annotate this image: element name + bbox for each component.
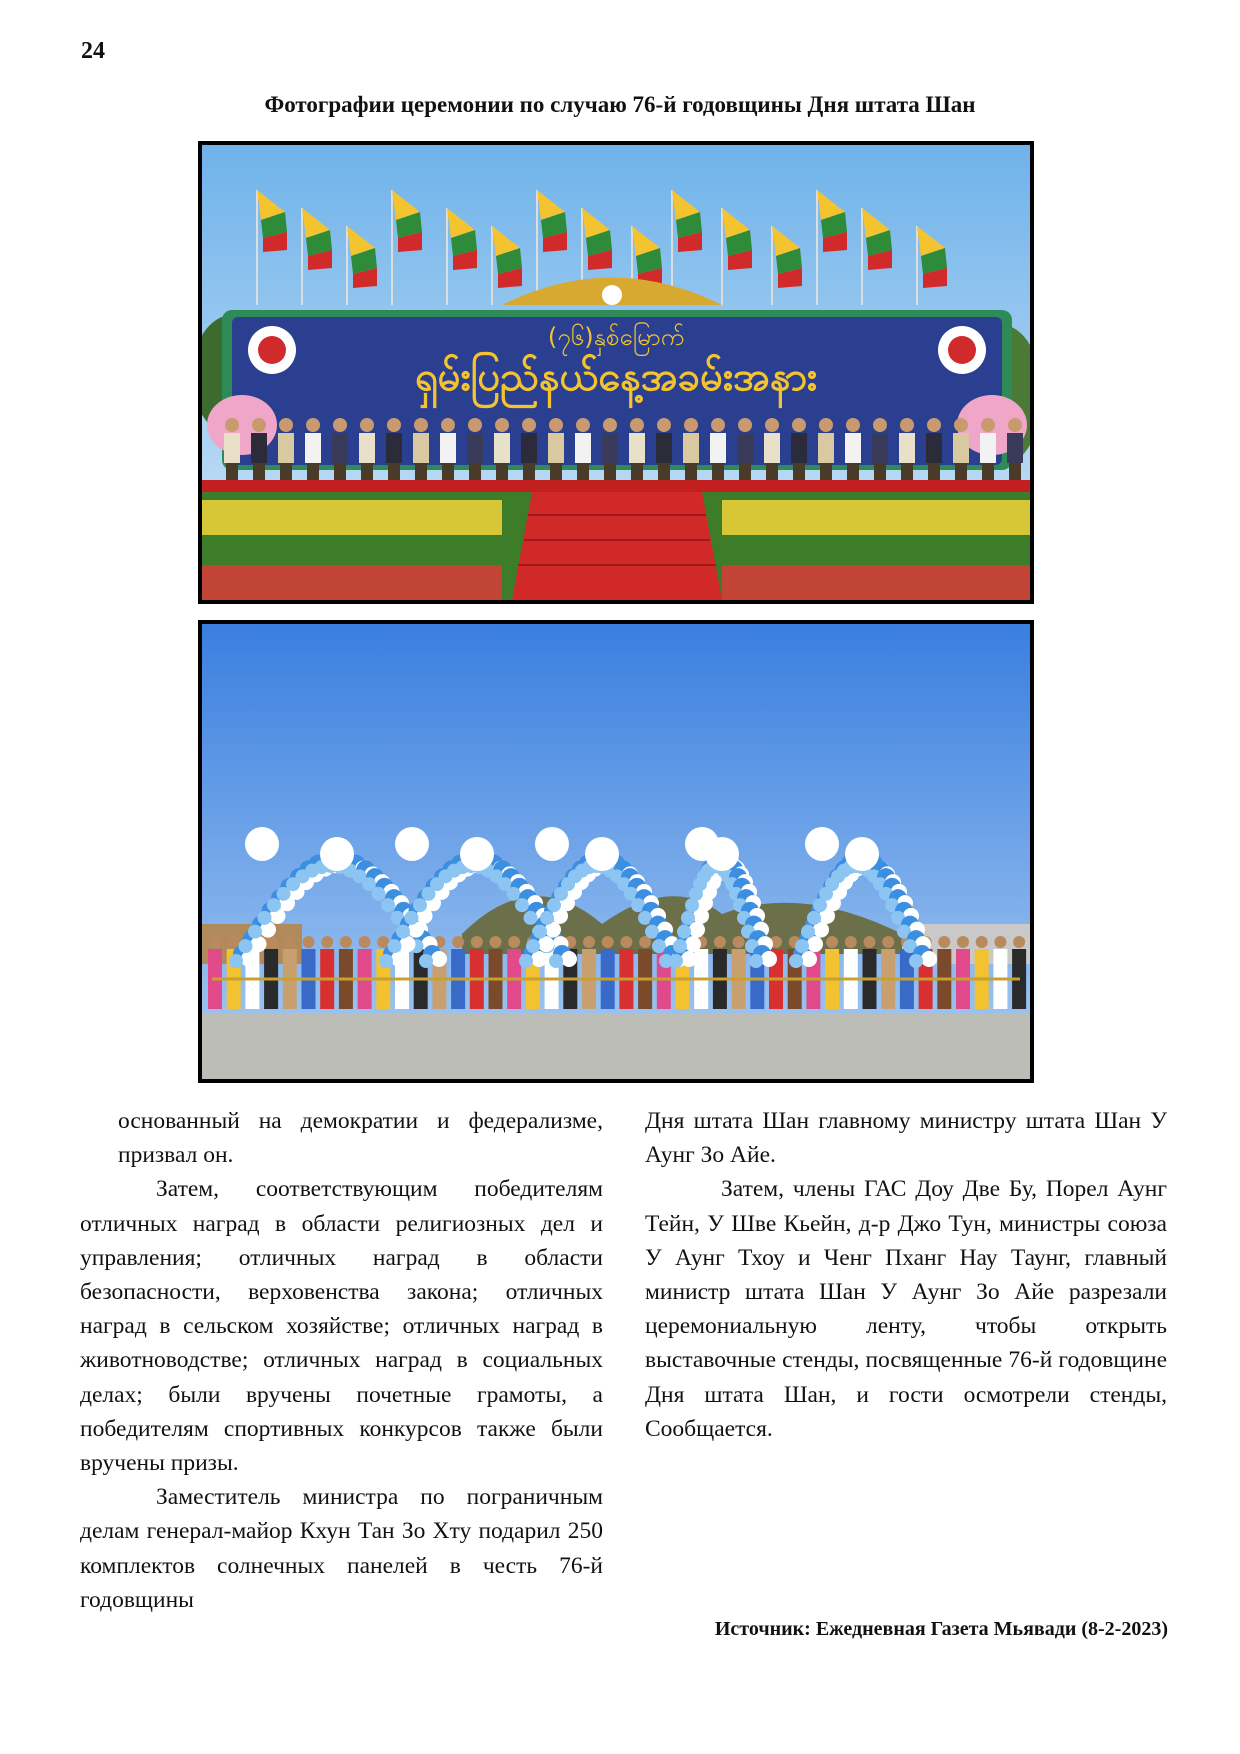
guest-figure [386,418,402,480]
guest-figure [764,418,780,480]
banner-line1: (၇၆)နှစ်မြောက် [547,323,685,351]
guest-figure [278,418,294,480]
left-paragraph-1: основанный на демократии и федерализме, призвал он. [118,1108,603,1169]
guest-figure [305,418,321,480]
guest-figure [413,418,429,480]
guest-figure [575,418,591,480]
guest-figure [548,418,564,480]
guest-figure [737,418,753,480]
ceremony-stage-photo [198,141,1034,604]
guest-figure [224,418,240,480]
guest-figure [899,418,915,480]
page-number: 24 [81,38,105,64]
guest-figure [1007,418,1023,480]
guest-figure [629,418,645,480]
guest-figure [656,418,672,480]
source-credit: Источник: Ежедневная Газета Мьявади (8-2-2023) [714,1618,1168,1640]
page-title: Фотографии церемонии по случаю 76-й годовщины Дня штата Шан [264,92,976,117]
guest-figure [467,418,483,480]
guest-figure [953,418,969,480]
ground [202,1014,1030,1079]
left-paragraph-2: Затем, соответствующим победителям отличных наград в области религиозных дел и управления; отличных наград в области безопасности, верховенства закона; отличных наград в сельском хозяйстве; отличных наград в животноводстве; отличных наград в социальных делах; были вручены почетные грамоты, а победителям спортивных конкурсов также были вручены призы. [80,1176,603,1477]
guest-figure [791,418,807,480]
left-paragraph-3: Заместитель министра по пограничным делам генерал-майор Кхун Тан Зо Хту подарил 250 комплектов солнечных панелей в честь 76-й годовщины [80,1484,603,1613]
guest-figure [872,418,888,480]
guest-figure [521,418,537,480]
red-carpet-steps [512,492,722,600]
ribbon-illustration [202,624,1030,1079]
banner-line2: ရှမ်းပြည်နယ်နေ့အခမ်းအနား [414,354,818,400]
ribbon-cutting-photo [198,620,1034,1083]
right-paragraph-1: Дня штата Шан главному министру штата Шан У Аунг Зо Айе. [645,1108,1167,1169]
guest-figure [494,418,510,480]
guest-figure [845,418,861,480]
left-column [80,1104,603,1617]
guest-figure [359,418,375,480]
guest-figure [440,418,456,480]
right-column [645,1104,1167,1446]
guest-figure [332,418,348,480]
guest-figure [251,418,267,480]
guest-figure [818,418,834,480]
guest-figure [602,418,618,480]
stage-illustration [202,145,1030,600]
guest-figure [683,418,699,480]
guest-figure [710,418,726,480]
guest-figure [980,418,996,480]
guest-figure [926,418,942,480]
right-paragraph-2: Затем, члены ГАС Доу Две Бу, Порел Аунг Тейн, У Шве Кьейн, д-р Джо Тун, министры союза У Аунг Тхоу и Ченг Пханг Нау Таунг, главный министр штата Шан У Аунг Зо Айе разрезали церемониальную ленту, чтобы открыть выставочные стенды, посвященные 76-й годовщине Дня штата Шан, и гости осмотрели стенды, Сообщается. [645,1176,1167,1442]
